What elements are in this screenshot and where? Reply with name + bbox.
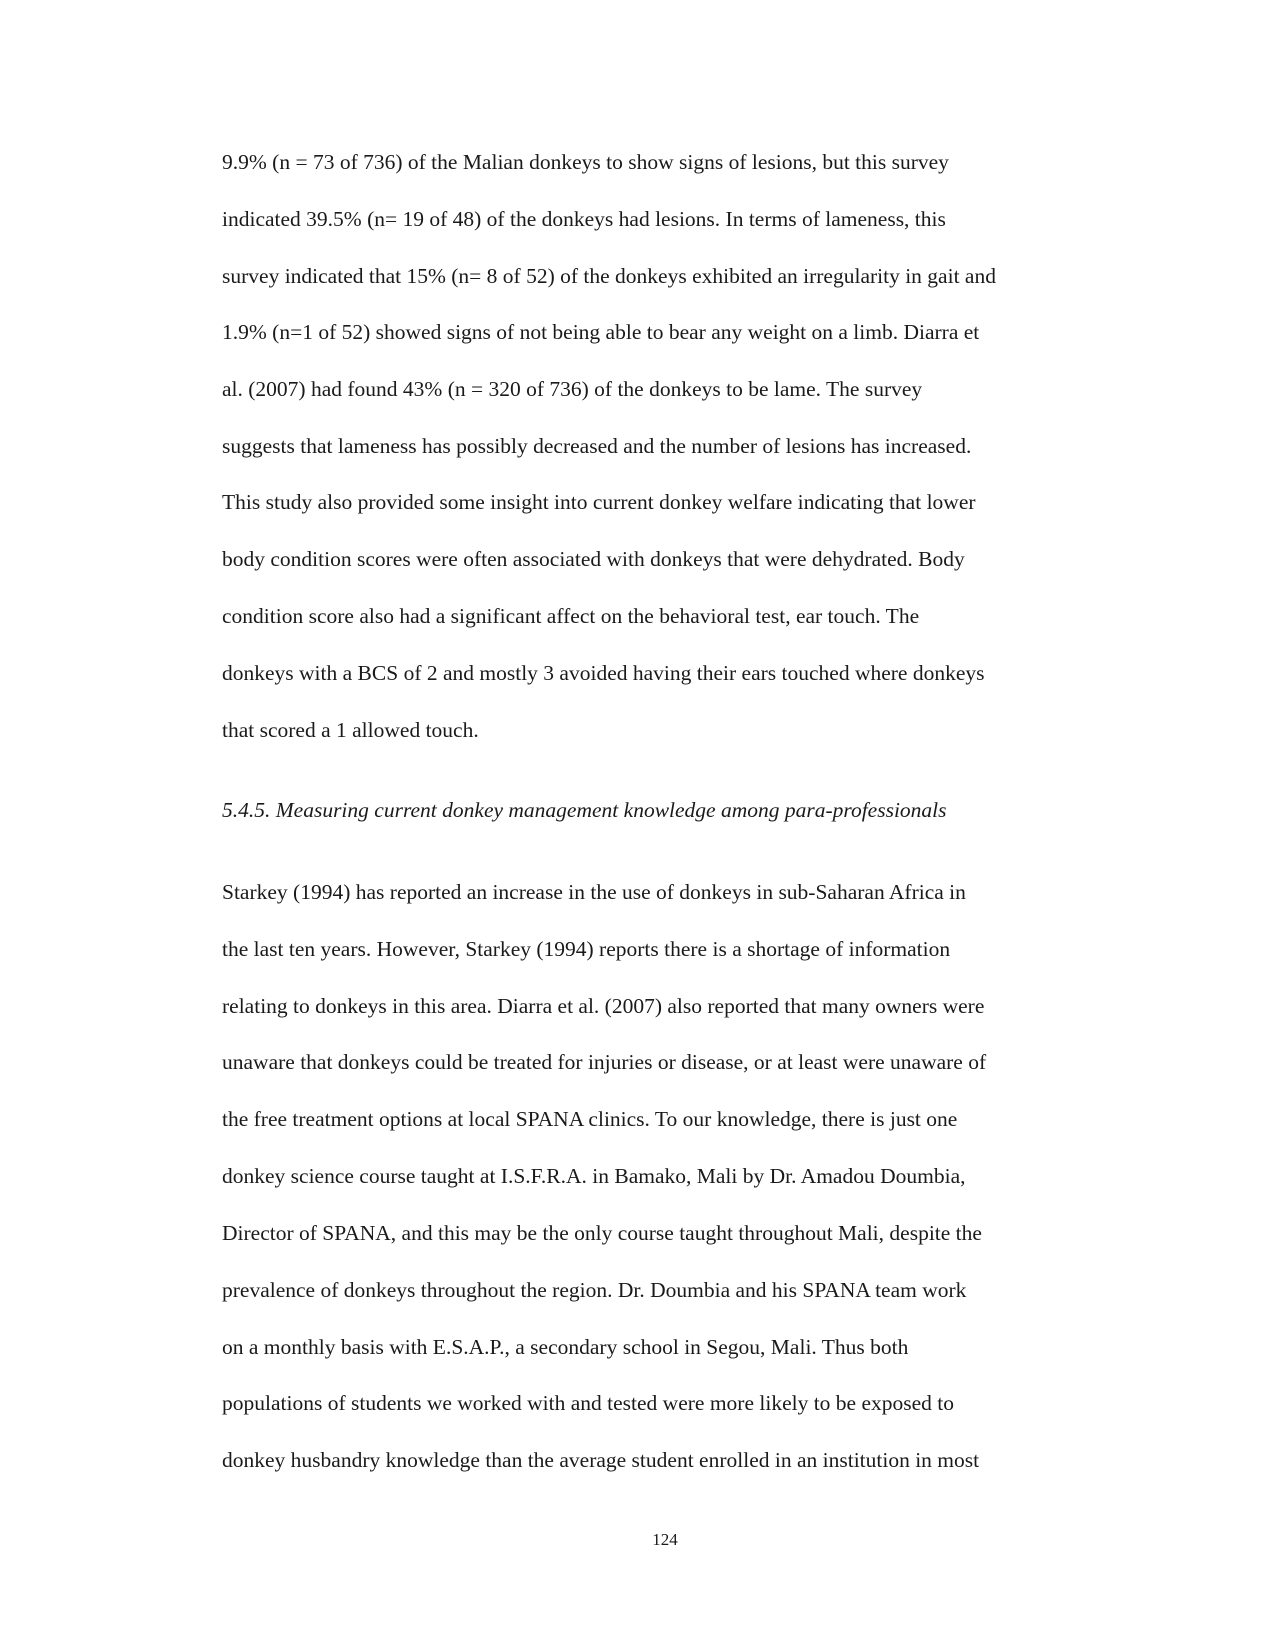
text-line: prevalence of donkeys throughout the region. Dr. Doumbia and his SPANA team work bbox=[222, 1278, 967, 1302]
text-line: 9.9% (n = 73 of 736) of the Malian donkeys to show signs of lesions, but this survey bbox=[222, 150, 949, 174]
text-line: suggests that lameness has possibly decreased and the number of lesions has increased. bbox=[222, 434, 972, 458]
text-line: populations of students we worked with and tested were more likely to be exposed to bbox=[222, 1391, 955, 1415]
text-line: the free treatment options at local SPANA clinics. To our knowledge, there is just one bbox=[222, 1107, 958, 1131]
text-line: condition score also had a significant affect on the behavioral test, ear touch. The bbox=[222, 604, 920, 628]
text-line: on a monthly basis with E.S.A.P., a secondary school in Segou, Mali. Thus both bbox=[222, 1335, 909, 1359]
text-line: the last ten years. However, Starkey (1994) reports there is a shortage of information bbox=[222, 937, 951, 961]
section-heading: 5.4.5. Measuring current donkey management knowledge among para-professionals bbox=[222, 798, 947, 822]
page-number: 124 bbox=[652, 1530, 678, 1549]
text-line: This study also provided some insight into current donkey welfare indicating that lower bbox=[222, 490, 976, 514]
text-line: Starkey (1994) has reported an increase in the use of donkeys in sub-Saharan Africa in bbox=[222, 880, 966, 904]
text-line: al. (2007) had found 43% (n = 320 of 736) of the donkeys to be lame. The survey bbox=[222, 377, 923, 401]
text-line: donkeys with a BCS of 2 and mostly 3 avoided having their ears touched where donkeys bbox=[222, 661, 985, 685]
text-line: unaware that donkeys could be treated for injuries or disease, or at least were unaware of bbox=[222, 1050, 987, 1074]
text-line: donkey husbandry knowledge than the average student enrolled in an institution in most bbox=[222, 1448, 980, 1472]
text-line: donkey science course taught at I.S.F.R.A. in Bamako, Mali by Dr. Amadou Doumbia, bbox=[222, 1164, 966, 1188]
text-line: Director of SPANA, and this may be the only course taught throughout Mali, despite the bbox=[222, 1221, 982, 1245]
text-line: relating to donkeys in this area. Diarra et al. (2007) also reported that many owners were bbox=[222, 994, 985, 1018]
text-line: that scored a 1 allowed touch. bbox=[222, 718, 479, 742]
text-line: indicated 39.5% (n= 19 of 48) of the donkeys had lesions. In terms of lameness, this bbox=[222, 207, 946, 231]
text-line: survey indicated that 15% (n= 8 of 52) of the donkeys exhibited an irregularity in gait and bbox=[222, 264, 996, 288]
text-line: body condition scores were often associated with donkeys that were dehydrated. Body bbox=[222, 547, 965, 571]
text-line: 1.9% (n=1 of 52) showed signs of not being able to bear any weight on a limb. Diarra et bbox=[222, 320, 980, 344]
